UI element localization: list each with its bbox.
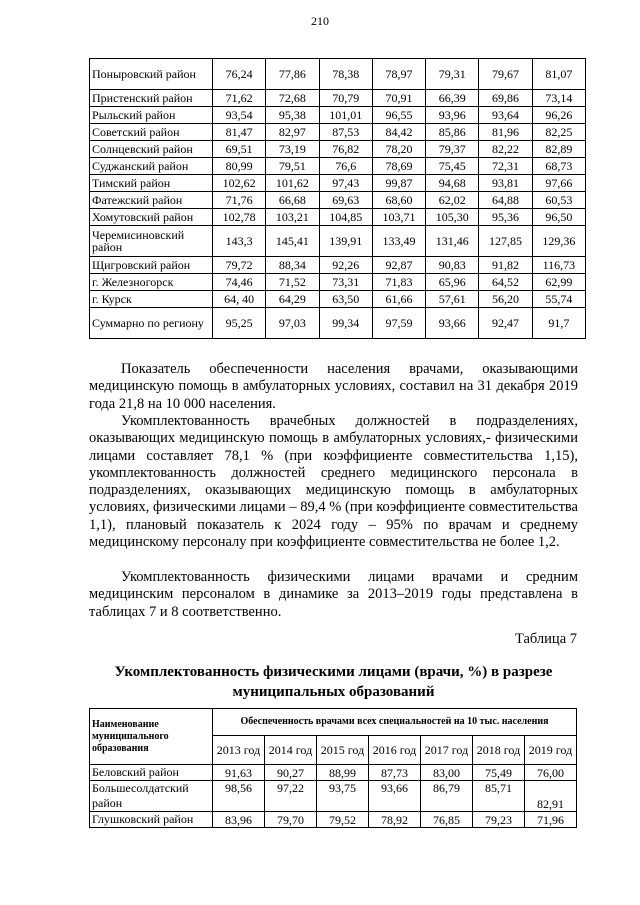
row-name: Советский район — [90, 124, 213, 141]
cell-value: 79,31 — [426, 59, 479, 90]
cell-value: 93,54 — [213, 107, 266, 124]
cell-value: 139,91 — [319, 226, 372, 257]
cell-value: 103,71 — [372, 209, 425, 226]
cell-value: 77,86 — [266, 59, 319, 90]
cell-value: 93,64 — [479, 107, 532, 124]
table-header-row — [90, 709, 577, 736]
cell-value: 99,34 — [319, 308, 372, 339]
table-row — [90, 226, 586, 257]
row-name: Глушковский район — [90, 812, 213, 828]
cell-value: 71,52 — [266, 274, 319, 291]
cell-value: 85,86 — [426, 124, 479, 141]
year-header: 2014 год — [265, 736, 317, 765]
cell-value: 93,66 — [426, 308, 479, 339]
table-row — [90, 781, 577, 812]
cell-value: 92,47 — [479, 308, 532, 339]
cell-value: 69,51 — [213, 141, 266, 158]
cell-value: 70,79 — [319, 90, 372, 107]
cell-value: 63,50 — [319, 291, 372, 308]
cell-value: 86,79 — [421, 781, 473, 812]
cell-value: 104,85 — [319, 209, 372, 226]
cell-value: 93,96 — [426, 107, 479, 124]
cell-value: 81,47 — [213, 124, 266, 141]
year-header: 2015 год — [317, 736, 369, 765]
cell-value: 91,7 — [532, 308, 585, 339]
cell-value: 64,29 — [266, 291, 319, 308]
cell-value: 101,01 — [319, 107, 372, 124]
cell-value: 90,83 — [426, 257, 479, 274]
paragraph-provision: Показатель обеспеченности населения врачами, оказывающими медицинскую помощь в амбулаторных условиях, составил на 31 декабря 2019 года 21,8 на 10 000 населения. — [89, 361, 578, 412]
row-name: Суджанский район — [90, 158, 213, 175]
year-header: 2016 год — [369, 736, 421, 765]
cell-value: 78,97 — [372, 59, 425, 90]
table-row — [90, 192, 586, 209]
cell-value: 56,20 — [479, 291, 532, 308]
cell-value: 102,62 — [213, 175, 266, 192]
cell-value: 97,22 — [265, 781, 317, 812]
cell-value: 69,86 — [479, 90, 532, 107]
row-name: Тимский район — [90, 175, 213, 192]
header-group: Обеспеченность врачами всех специальностей на 10 тыс. населения — [213, 709, 577, 736]
cell-value: 87,53 — [319, 124, 372, 141]
cell-value: 87,73 — [369, 765, 421, 781]
cell-value: 129,36 — [532, 226, 585, 257]
cell-value: 72,31 — [479, 158, 532, 175]
page-number: 210 — [311, 14, 329, 28]
cell-value: 97,03 — [266, 308, 319, 339]
row-name: Беловский район — [90, 765, 213, 781]
row-name: Щигровский район — [90, 257, 213, 274]
cell-value: 88,34 — [266, 257, 319, 274]
cell-value: 91,82 — [479, 257, 532, 274]
cell-value: 62,99 — [532, 274, 585, 291]
paragraph-staffing: Укомплектованность врачебных должностей в подразделениях, оказывающих медицинскую помощь в амбулаторных условиях,- физическими лицами составляет 78,1 % (при коэффициенте совместительства 1,15), укомплектованность должностей среднего медицинского персонала в подразделениях, оказывающих медицинскую помощь в амбулаторных условиях, физическими лицами – 89,4 % (при коэффициенте совместительства 1,1), плановый показатель к 2024 году – 95% по врачам и среднему медицинскому персоналу при коэффициенте совместительства не более 1,2. — [89, 413, 578, 551]
cell-value: 61,66 — [372, 291, 425, 308]
cell-value: 79,51 — [266, 158, 319, 175]
cell-value: 90,27 — [265, 765, 317, 781]
cell-value: 79,70 — [265, 812, 317, 828]
year-header: 2017 год — [421, 736, 473, 765]
cell-value: 74,46 — [213, 274, 266, 291]
cell-value: 64,52 — [479, 274, 532, 291]
cell-value: 78,20 — [372, 141, 425, 158]
table-caption: Укомплектованность физическими лицами (врачи, %) в разрезе муниципальных образований — [114, 664, 553, 700]
row-name: г. Железногорск — [90, 274, 213, 291]
table-row — [90, 308, 586, 339]
cell-value: 82,97 — [266, 124, 319, 141]
cell-value: 102,78 — [213, 209, 266, 226]
cell-value: 62,02 — [426, 192, 479, 209]
cell-value: 97,59 — [372, 308, 425, 339]
cell-value: 71,62 — [213, 90, 266, 107]
cell-value: 84,42 — [372, 124, 425, 141]
row-name: Пристенский район — [90, 90, 213, 107]
cell-value: 116,73 — [532, 257, 585, 274]
cell-value: 101,62 — [266, 175, 319, 192]
cell-value: 79,37 — [426, 141, 479, 158]
table-label: Таблица 7 — [514, 631, 577, 647]
cell-value: 97,66 — [532, 175, 585, 192]
row-name: Поныровский район — [90, 59, 213, 90]
table-row — [90, 175, 586, 192]
cell-value: 95,36 — [479, 209, 532, 226]
cell-value: 92,87 — [372, 257, 425, 274]
cell-value: 60,53 — [532, 192, 585, 209]
cell-value: 76,85 — [421, 812, 473, 828]
table-row — [90, 124, 586, 141]
table-row — [90, 274, 586, 291]
cell-value: 127,85 — [479, 226, 532, 257]
cell-value: 65,96 — [426, 274, 479, 291]
cell-value: 133,49 — [372, 226, 425, 257]
header-municipality: Наименование муниципального образования — [90, 709, 213, 765]
cell-value: 143,3 — [213, 226, 266, 257]
row-name: Черемисиновский район — [90, 226, 213, 257]
cell-value: 82,25 — [532, 124, 585, 141]
table-row — [90, 209, 586, 226]
cell-value: 76,82 — [319, 141, 372, 158]
cell-value: 66,39 — [426, 90, 479, 107]
year-header: 2013 год — [213, 736, 265, 765]
cell-value: 98,56 — [213, 781, 265, 812]
cell-value: 83,00 — [421, 765, 473, 781]
cell-value: 81,07 — [532, 59, 585, 90]
cell-value: 97,43 — [319, 175, 372, 192]
cell-value: 73,19 — [266, 141, 319, 158]
table-row — [90, 90, 586, 107]
staffing-table — [89, 708, 577, 828]
cell-value: 82,89 — [532, 141, 585, 158]
year-header: 2018 год — [473, 736, 525, 765]
cell-value: 82,91 — [525, 781, 577, 812]
cell-value: 75,45 — [426, 158, 479, 175]
cell-value: 85,71 — [473, 781, 525, 812]
cell-value: 71,83 — [372, 274, 425, 291]
cell-value: 145,41 — [266, 226, 319, 257]
cell-value: 99,87 — [372, 175, 425, 192]
cell-value: 80,99 — [213, 158, 266, 175]
cell-value: 71,96 — [525, 812, 577, 828]
cell-value: 76,6 — [319, 158, 372, 175]
cell-value: 73,31 — [319, 274, 372, 291]
table-row — [90, 765, 577, 781]
cell-value: 88,99 — [317, 765, 369, 781]
table-row — [90, 59, 586, 90]
row-name: Солнцевский район — [90, 141, 213, 158]
cell-value: 66,68 — [266, 192, 319, 209]
cell-value: 103,21 — [266, 209, 319, 226]
cell-value: 79,72 — [213, 257, 266, 274]
table-row — [90, 158, 586, 175]
cell-value: 91,63 — [213, 765, 265, 781]
cell-value: 75,49 — [473, 765, 525, 781]
cell-value: 79,23 — [473, 812, 525, 828]
cell-value: 81,96 — [479, 124, 532, 141]
cell-value: 82,22 — [479, 141, 532, 158]
row-name: Фатежский район — [90, 192, 213, 209]
table-row — [90, 257, 586, 274]
cell-value: 76,24 — [213, 59, 266, 90]
cell-value: 78,69 — [372, 158, 425, 175]
cell-value: 95,38 — [266, 107, 319, 124]
row-name: г. Курск — [90, 291, 213, 308]
cell-value: 73,14 — [532, 90, 585, 107]
cell-value: 96,26 — [532, 107, 585, 124]
cell-value: 93,66 — [369, 781, 421, 812]
cell-value: 131,46 — [426, 226, 479, 257]
cell-value: 69,63 — [319, 192, 372, 209]
cell-value: 64, 40 — [213, 291, 266, 308]
cell-value: 96,55 — [372, 107, 425, 124]
cell-value: 76,00 — [525, 765, 577, 781]
cell-value: 94,68 — [426, 175, 479, 192]
table-row — [90, 141, 586, 158]
cell-value: 71,76 — [213, 192, 266, 209]
table-row — [90, 291, 586, 308]
cell-value: 68,73 — [532, 158, 585, 175]
cell-value: 57,61 — [426, 291, 479, 308]
cell-value: 79,67 — [479, 59, 532, 90]
paragraph-tables-reference: Укомплектованность физическими лицами врачами и средним медицинским персоналом в динамике за 2013–2019 годы представлена в таблицах 7 и 8 соответственно. — [89, 569, 578, 620]
cell-value: 72,68 — [266, 90, 319, 107]
row-name: Рыльский район — [90, 107, 213, 124]
cell-value: 55,74 — [532, 291, 585, 308]
cell-value: 96,50 — [532, 209, 585, 226]
row-name: Большесолдатский район — [90, 781, 213, 812]
table-row — [90, 812, 577, 828]
row-name: Хомутовский район — [90, 209, 213, 226]
cell-value: 70,91 — [372, 90, 425, 107]
cell-value: 93,81 — [479, 175, 532, 192]
cell-value: 105,30 — [426, 209, 479, 226]
cell-value: 64,88 — [479, 192, 532, 209]
doctors-per-population-table — [89, 58, 586, 339]
year-header: 2019 год — [525, 736, 577, 765]
cell-value: 78,38 — [319, 59, 372, 90]
cell-value: 79,52 — [317, 812, 369, 828]
row-name: Суммарно по региону — [90, 308, 213, 339]
cell-value: 93,75 — [317, 781, 369, 812]
cell-value: 78,92 — [369, 812, 421, 828]
cell-value: 92,26 — [319, 257, 372, 274]
cell-value: 83,96 — [213, 812, 265, 828]
table-row — [90, 107, 586, 124]
cell-value: 68,60 — [372, 192, 425, 209]
cell-value: 95,25 — [213, 308, 266, 339]
